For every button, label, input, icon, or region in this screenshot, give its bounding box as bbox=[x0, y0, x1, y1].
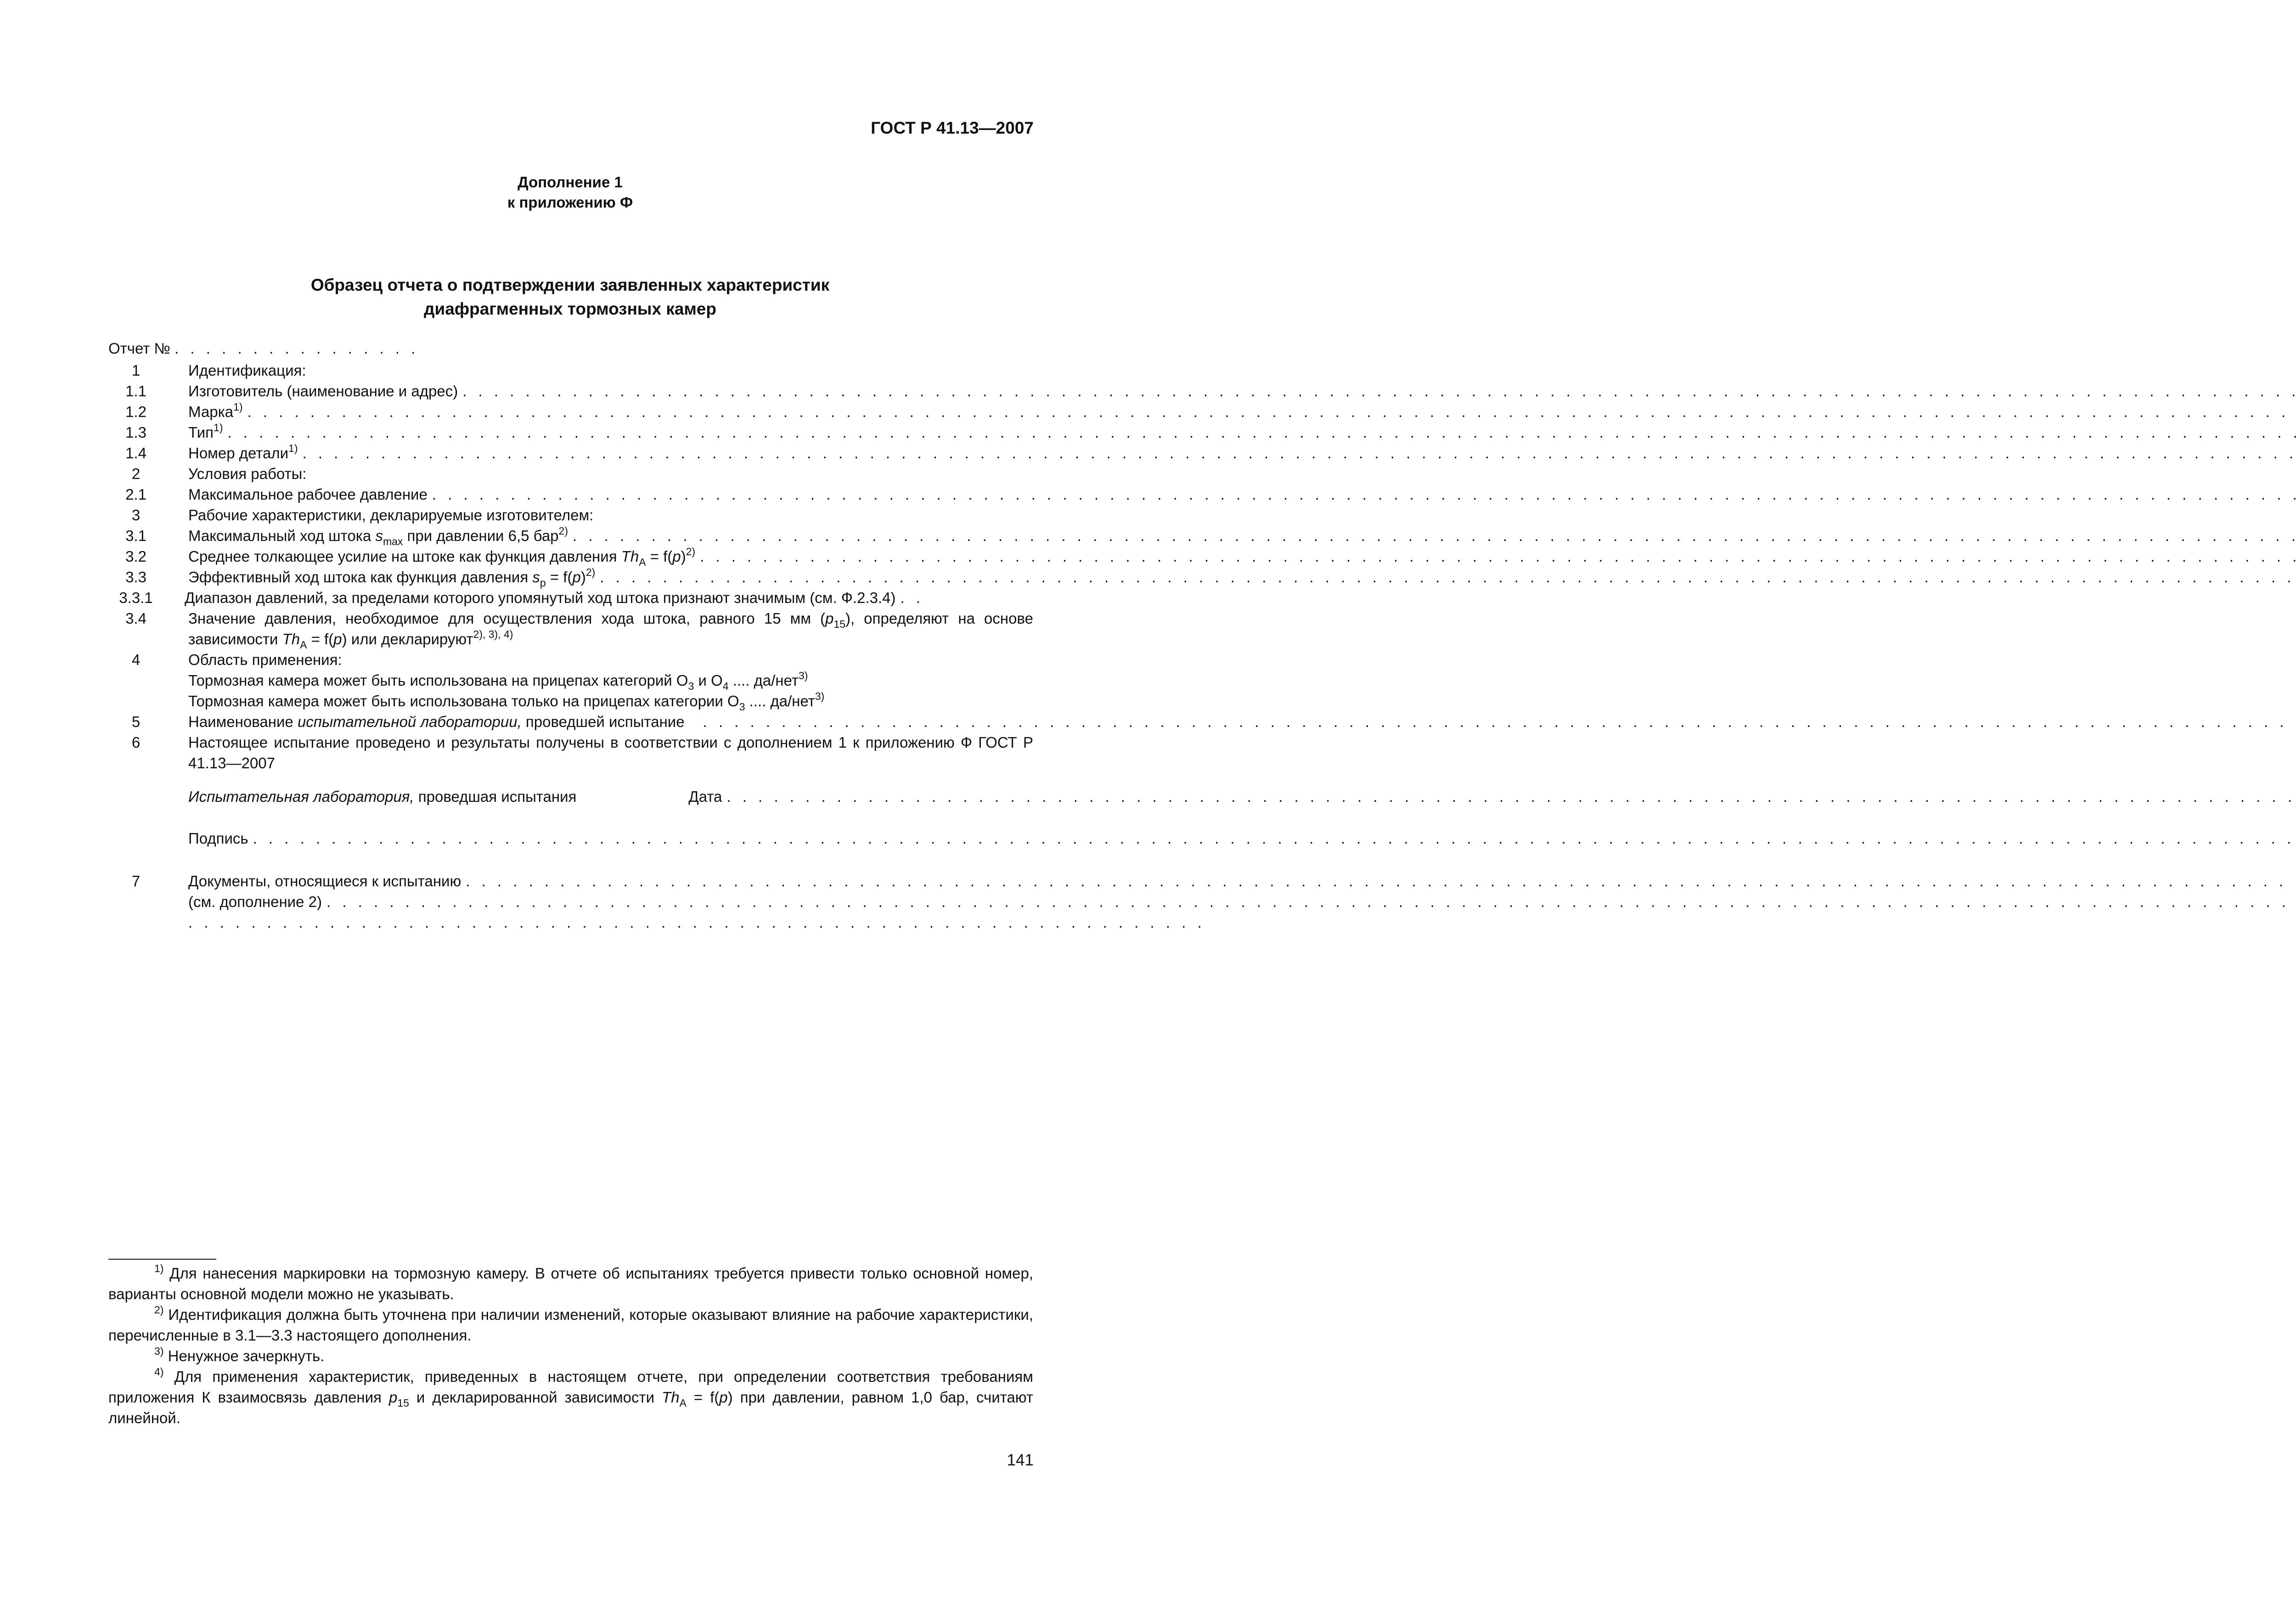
dot-leader bbox=[227, 422, 2296, 443]
item-text: Диапазон давлений, за пределами которого упомянутый ход штока признают значимым (см. Ф.2.3.4) bbox=[185, 589, 896, 606]
item-text: Изготовитель (наименование и адрес) bbox=[188, 383, 458, 400]
variable: Th bbox=[662, 1389, 680, 1406]
item-1-3 bbox=[108, 422, 1033, 443]
item-text: Тип bbox=[188, 424, 214, 441]
footnote-ref: 2) bbox=[585, 566, 596, 578]
equals: = f( bbox=[546, 569, 573, 586]
item-7 bbox=[108, 871, 1033, 891]
document-title bbox=[0, 273, 1140, 321]
dot-leader bbox=[303, 443, 2296, 463]
footnote-2 bbox=[108, 1304, 1033, 1346]
item-text-part: ), определяют на основе зависимости bbox=[188, 610, 1033, 648]
title-line-1: Образец отчета о подтверждении заявленных характеристик bbox=[310, 276, 830, 294]
dot-leader bbox=[466, 871, 2296, 891]
subscript: 15 bbox=[833, 618, 846, 630]
footnote-ref: 1) bbox=[288, 442, 298, 454]
footnote-ref: 2) bbox=[686, 546, 696, 558]
item-text: Условия работы: bbox=[188, 465, 307, 482]
title-line-2: диафрагменных тормозных камер bbox=[423, 299, 717, 318]
item-text: Марка bbox=[188, 403, 234, 420]
footnote-text: Ненужное зачеркнуть. bbox=[163, 1347, 325, 1364]
dot-leader: . . . . . . . . . . . . . . . . . . . . . . . . . . . . . . . . . . . . . . . . . . . . . . . . . . . . . . . . . . . . . . . . . bbox=[188, 914, 1205, 931]
item-text-cont: при давлении 6,5 бар bbox=[403, 527, 559, 544]
item-1-1 bbox=[108, 381, 1033, 401]
footnote-mark: 2) bbox=[154, 1304, 164, 1316]
report-label: Отчет № bbox=[108, 340, 170, 357]
item-text: Максимальное рабочее давление bbox=[188, 486, 428, 503]
item-number: 1.4 bbox=[125, 445, 146, 462]
item-6 bbox=[108, 732, 1033, 773]
subscript: 4 bbox=[722, 680, 729, 692]
variable-p: p bbox=[825, 610, 834, 627]
variable-p: p bbox=[388, 1389, 398, 1406]
close-paren: ) bbox=[681, 548, 686, 565]
item-number: 6 bbox=[131, 734, 141, 751]
item-number: 3.1 bbox=[125, 527, 146, 544]
item-number: 3.3 bbox=[125, 569, 146, 586]
variable: Th bbox=[282, 631, 300, 648]
dot-leader bbox=[248, 401, 2296, 422]
item-2-1 bbox=[108, 484, 1033, 505]
item-number: 5 bbox=[131, 713, 141, 730]
lab-label: проведшая испытания bbox=[414, 788, 577, 805]
variable: s bbox=[375, 527, 383, 544]
item-number: 1.2 bbox=[125, 403, 146, 420]
text: Тормозная камера может быть использована на прицепах категорий O bbox=[188, 672, 688, 689]
item-text: Идентификация: bbox=[188, 362, 306, 379]
footnote-4 bbox=[108, 1366, 1033, 1428]
dot-leader: . . bbox=[900, 589, 924, 606]
item-text bbox=[188, 649, 1033, 711]
item-number: 7 bbox=[131, 873, 141, 890]
close-paren: ) bbox=[580, 569, 586, 586]
subscript: p bbox=[540, 577, 546, 589]
item-number: 3.3.1 bbox=[119, 589, 153, 606]
application-line-1 bbox=[188, 670, 1033, 691]
supplement-line-2: к приложению Ф bbox=[507, 194, 633, 211]
dot-leader bbox=[700, 546, 2296, 567]
dot-leader bbox=[703, 711, 2296, 732]
item-4 bbox=[108, 649, 1033, 711]
footnote-ref: 3) bbox=[799, 670, 808, 682]
item-text-cont: проведшей испытание bbox=[521, 713, 685, 730]
signature-line bbox=[108, 828, 1033, 849]
footnote-ref: 3) bbox=[815, 690, 825, 702]
footnote-mark: 3) bbox=[154, 1345, 164, 1357]
item-3-3 bbox=[108, 567, 1033, 587]
dot-leader bbox=[462, 381, 2296, 401]
item-number: 1 bbox=[131, 362, 141, 379]
item-3-3-1 bbox=[108, 587, 1033, 608]
item-7-extra-dots bbox=[108, 912, 1205, 933]
signature-field bbox=[253, 828, 2296, 849]
footnote-mark: 4) bbox=[154, 1366, 164, 1378]
yes-no-option: .... да/нет bbox=[745, 693, 815, 710]
footnote-text-part: ) при давлении, равном 1,0 бар, считают линейной. bbox=[108, 1389, 1033, 1426]
subscript: A bbox=[639, 556, 646, 568]
footnote-mark: 1) bbox=[154, 1262, 164, 1274]
lab-date-line bbox=[108, 786, 1033, 807]
item-text: Документы, относящиеся к испытанию bbox=[188, 873, 461, 890]
item-number: 2 bbox=[131, 465, 141, 482]
text: и O bbox=[694, 672, 723, 689]
footnote-text: Для применения характеристик, приведенных в настоящем отчете, при определении соответствия требованиям приложения К взаимосвязь давления bbox=[108, 1368, 1033, 1406]
page-number: 141 bbox=[1007, 1451, 1034, 1469]
footnotes bbox=[108, 1263, 1033, 1428]
item-3 bbox=[108, 505, 1033, 525]
text: Тормозная камера может быть использована только на прицепах категории O bbox=[188, 693, 739, 710]
variable-p: p bbox=[719, 1389, 728, 1406]
footnote-text-part: и декларированной зависимости bbox=[409, 1389, 662, 1406]
dot-leader bbox=[326, 891, 2296, 912]
item-text-part: ) или декларируют bbox=[342, 631, 473, 648]
item-text: (см. дополнение 2) bbox=[188, 893, 322, 910]
date-field bbox=[727, 786, 2296, 807]
footnote-ref: 2) bbox=[558, 525, 568, 537]
equals: = f( bbox=[646, 548, 673, 565]
subscript: 15 bbox=[397, 1397, 409, 1409]
item-text: Наименование bbox=[188, 713, 298, 730]
variable: s bbox=[532, 569, 540, 586]
signature-label: Подпись bbox=[188, 830, 248, 847]
item-3-1 bbox=[108, 525, 1033, 546]
item-number: 2.1 bbox=[125, 486, 146, 503]
variable: Th bbox=[621, 548, 639, 565]
dot-leader bbox=[600, 567, 2296, 587]
subscript: 3 bbox=[739, 701, 745, 713]
item-7-cont bbox=[108, 891, 1033, 912]
footnote-text: Идентификация должна быть уточнена при наличии изменений, которые оказывают влияние на рабочие характеристики, перечисленные в 3.1—3.3 настоящего дополнения. bbox=[108, 1306, 1033, 1344]
item-3-4 bbox=[108, 608, 1033, 649]
item-number: 3.4 bbox=[125, 610, 146, 627]
item-text: Максимальный ход штока bbox=[188, 527, 376, 544]
variable-p: p bbox=[672, 548, 681, 565]
item-text bbox=[188, 608, 1033, 649]
item-number: 3 bbox=[131, 507, 141, 524]
subscript: A bbox=[300, 639, 307, 651]
item-5 bbox=[108, 711, 1033, 732]
item-text: Настоящее испытание проведено и результаты получены в соответствии с дополнением 1 к приложению Ф ГОСТ Р 41.13—2007 bbox=[188, 734, 1033, 772]
item-1-4 bbox=[108, 443, 1033, 463]
footnote-ref: 1) bbox=[214, 422, 223, 434]
item-text-italic: испытательной лаборатории, bbox=[297, 713, 522, 730]
item-2 bbox=[108, 463, 1033, 484]
item-text: Рабочие характеристики, декларируемые изготовителем: bbox=[188, 507, 594, 524]
equals: = f( bbox=[307, 631, 334, 648]
report-number-line bbox=[108, 340, 419, 357]
item-1 bbox=[108, 360, 1033, 381]
subscript: A bbox=[679, 1397, 687, 1409]
lab-label-italic: Испытательная лаборатория, bbox=[188, 788, 414, 805]
standard-code: ГОСТ Р 41.13—2007 bbox=[871, 118, 1034, 137]
application-line-2 bbox=[188, 691, 1033, 711]
subscript: max bbox=[383, 535, 403, 547]
footnote-ref: 1) bbox=[233, 401, 243, 413]
item-title: Область применения: bbox=[188, 651, 342, 668]
report-number-field: . . . . . . . . . . . . . . . . bbox=[174, 340, 419, 357]
variable-p: p bbox=[572, 569, 581, 586]
subscript: 3 bbox=[688, 680, 694, 692]
item-text: Номер детали bbox=[188, 445, 289, 462]
supplement-heading bbox=[0, 172, 1140, 213]
item-1-2 bbox=[108, 401, 1033, 422]
footnote-rule bbox=[108, 1259, 216, 1260]
item-number: 1.1 bbox=[125, 383, 146, 400]
item-number: 4 bbox=[131, 651, 141, 668]
report-items bbox=[108, 360, 1205, 933]
footnote-ref: 2), 3), 4) bbox=[473, 628, 513, 640]
item-number: 1.3 bbox=[125, 424, 146, 441]
item-3-2 bbox=[108, 546, 1033, 567]
item-text: Эффективный ход штока как функция давления bbox=[188, 569, 533, 586]
dot-leader bbox=[432, 484, 2296, 505]
item-text: Среднее толкающее усилие на штоке как функция давления bbox=[188, 548, 621, 565]
item-text-part: Значение давления, необходимое для осуществления хода штока, равного 15 мм ( bbox=[188, 610, 826, 627]
dot-leader bbox=[573, 525, 2296, 546]
yes-no-option: .... да/нет bbox=[728, 672, 799, 689]
date-label: Дата bbox=[688, 788, 722, 805]
item-number: 3.2 bbox=[125, 548, 146, 565]
variable-p: p bbox=[333, 631, 342, 648]
supplement-line-1: Дополнение 1 bbox=[518, 174, 623, 191]
footnote-text: Для нанесения маркировки на тормозную камеру. В отчете об испытаниях требуется привести только основной номер, варианты основной модели можно не указывать. bbox=[108, 1265, 1033, 1302]
footnote-3 bbox=[108, 1346, 1033, 1366]
equals: = f( bbox=[686, 1389, 720, 1406]
footnote-1 bbox=[108, 1263, 1033, 1304]
